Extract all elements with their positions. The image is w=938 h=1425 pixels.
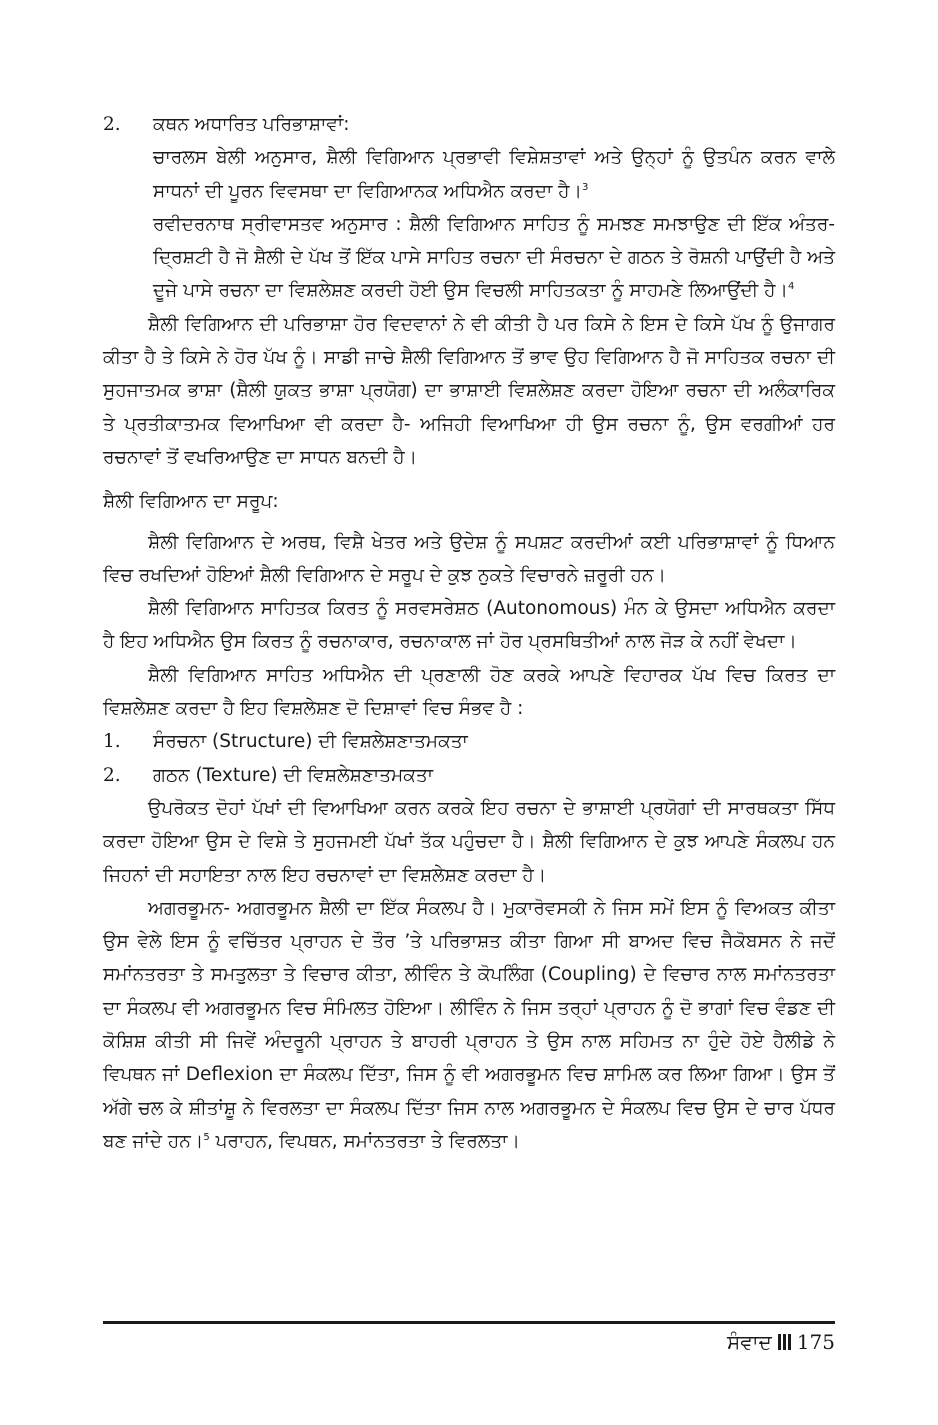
page-footer xyxy=(727,1326,835,1358)
section-2-heading xyxy=(103,108,835,141)
separator-bars-icon xyxy=(778,1334,791,1350)
definition-bally xyxy=(103,141,835,208)
list-text: ਸੰਰਚਨਾ (Structure) ਦੀ ਵਿਸ਼ਲੇਸ਼ਣਾਤਮਕਤਾ xyxy=(153,731,468,753)
list-item xyxy=(103,759,835,792)
paragraph: ਉਪਰੋਕਤ ਦੋਹਾਂ ਪੱਖਾਂ ਦੀ ਵਿਆਖਿਆ ਕਰਨ ਕਰਕੇ ਇਹ ਰਚਨਾ ਦੇ ਭਾਸ਼ਾਈ ਪ੍ਰਯੋਗਾਂ ਦੀ ਸਾਰਥਕਤਾ ਸਿੱਧ ਕਰਦਾ ਹੋਇਆ ਉਸ ਦੇ ਵਿਸ਼ੇ ਤੇ ਸੁਹਜਮਈ ਪੱਖਾਂ ਤੱਕ ਪਹੁੰਚਦਾ ਹੈ। ਸ਼ੈਲੀ ਵਿਗਿਆਨ ਦੇ ਕੁਝ ਆਪਣੇ ਸੰਕਲਪ ਹਨ ਜਿਹਨਾਂ ਦੀ ਸਹਾਇਤਾ ਨਾਲ ਇਹ ਰਚਨਾਵਾਂ ਦਾ ਵਿਸ਼ਲੇਸ਼ਣ ਕਰਦਾ ਹੈ। xyxy=(103,797,835,886)
journal-name: ਸੰਵਾਦ xyxy=(727,1330,772,1354)
paragraph-foregrounding xyxy=(103,892,835,1158)
definition-srivastava xyxy=(103,208,835,308)
section-heading: ਸ਼ੈਲੀ ਵਿਗਿਆਨ ਦਾ ਸਰੂਪ: xyxy=(103,491,279,513)
page-number: 175 xyxy=(796,1330,835,1354)
page-body xyxy=(103,108,835,1158)
footnote-ref: 4 xyxy=(787,281,795,293)
section-title: ਕਥਨ ਅਧਾਰਿਤ ਪਰਿਭਾਸ਼ਾਵਾਂ: xyxy=(153,114,350,135)
list-number: 1. xyxy=(103,731,121,753)
definition-text: ਚਾਰਲਸ ਬੇਲੀ ਅਨੁਸਾਰ, ਸ਼ੈਲੀ ਵਿਗਿਆਨ ਪ੍ਰਭਾਵੀ ਵਿਸ਼ੇਸ਼ਤਾਵਾਂ ਅਤੇ ਉਨ੍ਹਾਂ ਨੂੰ ਉਤਪੰਨ ਕਰਨ ਵਾਲੇ ਸਾਧਨਾਂ ਦੀ ਪੂਰਨ ਵਿਵਸਥਾ ਦਾ ਵਿਗਿਆਨਕ ਅਧਿਐਨ ਕਰਦਾ ਹੈ। xyxy=(153,147,835,202)
section-number: 2. xyxy=(103,114,121,135)
paragraph: ਸ਼ੈਲੀ ਵਿਗਿਆਨ ਸਾਹਿਤ ਅਧਿਐਨ ਦੀ ਪ੍ਰਣਾਲੀ ਹੋਣ ਕਰਕੇ ਆਪਣੇ ਵਿਹਾਰਕ ਪੱਖ ਵਿਚ ਕਿਰਤ ਦਾ ਵਿਸ਼ਲੇਸ਼ਣ ਕਰਦਾ ਹੈ ਇਹ ਵਿਸ਼ਲੇਸ਼ਣ ਦੋ ਦਿਸ਼ਾਵਾਂ ਵਿਚ ਸੰਭਵ ਹੈ : xyxy=(103,664,835,720)
list-text: ਗਠਨ (Texture) ਦੀ ਵਿਸ਼ਲੇਸ਼ਣਾਤਮਕਤਾ xyxy=(153,764,433,786)
footnote-ref: 3 xyxy=(581,181,589,193)
paragraph: ਸ਼ੈਲੀ ਵਿਗਿਆਨ ਦੀ ਪਰਿਭਾਸ਼ਾ ਹੋਰ ਵਿਦਵਾਨਾਂ ਨੇ ਵੀ ਕੀਤੀ ਹੈ ਪਰ ਕਿਸੇ ਨੇ ਇਸ ਦੇ ਕਿਸੇ ਪੱਖ ਨੂੰ ਉਜਾਗਰ ਕੀਤਾ ਹੈ ਤੇ ਕਿਸੇ ਨੇ ਹੋਰ ਪੱਖ ਨੂੰ। ਸਾਡੀ ਜਾਚੇ ਸ਼ੈਲੀ ਵਿਗਿਆਨ ਤੋਂ ਭਾਵ ਉਹ ਵਿਗਿਆਨ ਹੈ ਜੋ ਸਾਹਿਤਕ ਰਚਨਾ ਦੀ ਸੁਹਜਾਤਮਕ ਭਾਸ਼ਾ (ਸ਼ੈਲੀ ਯੁਕਤ ਭਾਸ਼ਾ ਪ੍ਰਯੋਗ) ਦਾ ਭਾਸ਼ਾਈ ਵਿਸ਼ਲੇਸ਼ਣ ਕਰਦਾ ਹੋਇਆ ਰਚਨਾ ਦੀ ਅਲੰਕਾਰਿਕ ਤੇ ਪ੍ਰਤੀਕਾਤਮਕ ਵਿਆਖਿਆ ਵੀ ਕਰਦਾ ਹੈ- ਅਜਿਹੀ ਵਿਆਖਿਆ ਹੀ ਉਸ ਰਚਨਾ ਨੂੰ, ਉਸ ਵਰਗੀਆਂ ਹਰ ਰਚਨਾਵਾਂ ਤੋਂ ਵਖਰਿਆਉਣ ਦਾ ਸਾਧਨ ਬਨਦੀ ਹੈ। xyxy=(103,313,835,468)
paragraph: ਸ਼ੈਲੀ ਵਿਗਿਆਨ ਸਾਹਿਤਕ ਕਿਰਤ ਨੂੰ ਸਰਵਸਰੇਸ਼ਠ (Autonomous) ਮੰਨ ਕੇ ਉਸਦਾ ਅਧਿਐਨ ਕਰਦਾ ਹੈ ਇਹ ਅਧਿਐਨ ਉਸ ਕਿਰਤ ਨੂੰ ਰਚਨਾਕਾਰ, ਰਚਨਾਕਾਲ ਜਾਂ ਹੋਰ ਪ੍ਰਸਥਿਤੀਆਂ ਨਾਲ ਜੋੜ ਕੇ ਨਹੀਂ ਵੇਖਦਾ। xyxy=(103,598,835,653)
paragraph-text: ਅਗਰਭੂਮਨ- ਅਗਰਭੂਮਨ ਸ਼ੈਲੀ ਦਾ ਇੱਕ ਸੰਕਲਪ ਹੈ। ਮੁਕਾਰੋਵਸਕੀ ਨੇ ਜਿਸ ਸਮੇਂ ਇਸ ਨੂੰ ਵਿਅਕਤ ਕੀਤਾ ਉਸ ਵੇਲੇ ਇਸ ਨੂੰ ਵਚਿੱਤਰ ਪ੍ਰਾਹਨ ਦੇ ਤੌਰ ’ਤੇ ਪਰਿਭਾਸ਼ਤ ਕੀਤਾ ਗਿਆ ਸੀ ਬਾਅਦ ਵਿਚ ਜੈਕੋਬਸਨ ਨੇ ਜਦੋਂ ਸਮਾਂਨਤਰਤਾ ਤੇ ਸਮਤੁਲਤਾ ਤੇ ਵਿਚਾਰ ਕੀਤਾ, ਲੀਵਿੰਨ ਤੇ ਕੋਪਲਿੰਗ (Coupling) ਦੇ ਵਿਚਾਰ ਨਾਲ ਸਮਾਂਨਤਰਤਾ ਦਾ ਸੰਕਲਪ ਵੀ ਅਗਰਭੂਮਨ ਵਿਚ ਸੰਮਿਲਤ ਹੋਇਆ। ਲੀਵਿੰਨ ਨੇ ਜਿਸ ਤਰ੍ਹਾਂ ਪ੍ਰਾਹਨ ਨੂੰ ਦੋ ਭਾਗਾਂ ਵਿਚ ਵੰਡਣ ਦੀ ਕੋਸ਼ਿਸ਼ ਕੀਤੀ ਸੀ ਜਿਵੇਂ ਅੰਦਰੂਨੀ ਪ੍ਰਾਹਨ ਤੇ ਬਾਹਰੀ ਪ੍ਰਾਹਨ ਤੇ ਉਸ ਨਾਲ ਸਹਿਮਤ ਨਾ ਹੁੰਦੇ ਹੋਏ ਹੈਲੀਡੇ ਨੇ ਵਿਪਥਨ ਜਾਂ Deflexion ਦਾ ਸੰਕਲਪ ਦਿੱਤਾ, ਜਿਸ ਨੂੰ ਵੀ ਅਗਰਭੂਮਨ ਵਿਚ ਸ਼ਾਮਿਲ ਕਰ ਲਿਆ ਗਿਆ। ਉਸ ਤੋਂ ਅੱਗੇ ਚਲ ਕੇ ਸ਼ੀਤਾਂਸ਼ੂ ਨੇ ਵਿਰਲਤਾ ਦਾ ਸੰਕਲਪ ਦਿੱਤਾ ਜਿਸ ਨਾਲ ਅਗਰਭੂਮਨ ਦੇ ਸੰਕਲਪ ਵਿਚ ਉਸ ਦੇ ਚਾਰ ਪੱਧਰ ਬਣ ਜਾਂਦੇ ਹਨ। xyxy=(103,897,835,1152)
definition-text: ਰਵੀਦਰਨਾਥ ਸ੍ਰੀਵਾਸਤਵ ਅਨੁਸਾਰ : ਸ਼ੈਲੀ ਵਿਗਿਆਨ ਸਾਹਿਤ ਨੂੰ ਸਮਝਣ ਸਮਝਾਉਣ ਦੀ ਇੱਕ ਅੰਤਰ-ਦ੍ਰਿਸ਼ਟੀ ਹੈ ਜੋ ਸ਼ੈਲੀ ਦੇ ਪੱਖ ਤੋਂ ਇੱਕ ਪਾਸੇ ਸਾਹਿਤ ਰਚਨਾ ਦੀ ਸੰਰਚਨਾ ਦੇ ਗਠਨ ਤੇ ਰੋਸ਼ਨੀ ਪਾਉਂਦੀ ਹੈ ਅਤੇ ਦੂਜੇ ਪਾਸੇ ਰਚਨਾ ਦਾ ਵਿਸ਼ਲੇਸ਼ਣ ਕਰਦੀ ਹੋਈ ਉਸ ਵਿਚਲੀ ਸਾਹਿਤਕਤਾ ਨੂੰ ਸਾਹਮਣੇ ਲਿਆਉਂਦੀ ਹੈ। xyxy=(153,213,835,302)
list-item xyxy=(103,725,835,758)
footer-rule xyxy=(103,1321,835,1324)
paragraph-tail: ਪਰਾਹਨ, ਵਿਪਥਨ, ਸਮਾਂਨਤਰਤਾ ਤੇ ਵਿਰਲਤਾ। xyxy=(209,1130,520,1152)
paragraph: ਸ਼ੈਲੀ ਵਿਗਿਆਨ ਦੇ ਅਰਥ, ਵਿਸ਼ੈ ਖੇਤਰ ਅਤੇ ਉਦੇਸ਼ ਨੂੰ ਸਪਸ਼ਟ ਕਰਦੀਆਂ ਕਈ ਪਰਿਭਾਸ਼ਾਵਾਂ ਨੂੰ ਧਿਆਨ ਵਿਚ ਰਖਦਿਆਂ ਹੋਇਆਂ ਸ਼ੈਲੀ ਵਿਗਿਆਨ ਦੇ ਸਰੂਪ ਦੇ ਕੁਝ ਨੁਕਤੇ ਵਿਚਾਰਨੇ ਜ਼ਰੂਰੀ ਹਨ। xyxy=(103,531,835,586)
footnote-ref: 5 xyxy=(203,1131,210,1143)
list-number: 2. xyxy=(103,764,121,786)
